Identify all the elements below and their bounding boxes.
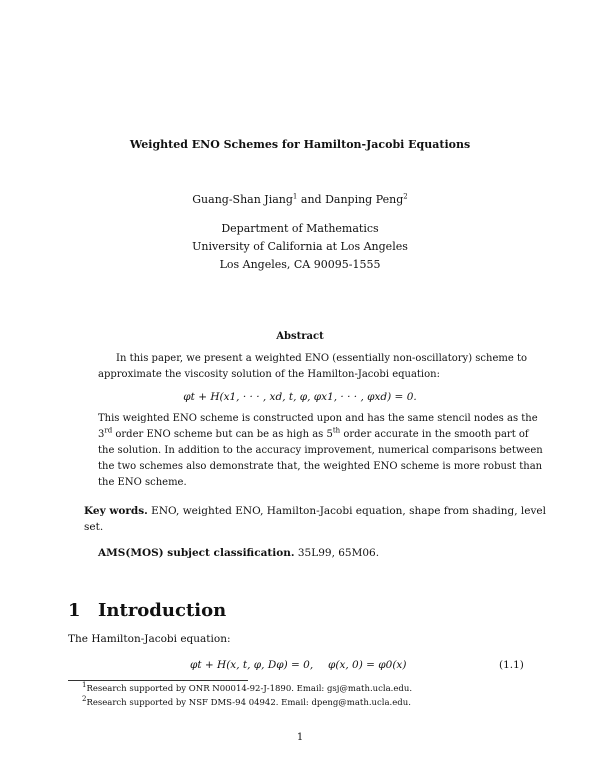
keywords-continuation: set. [84, 521, 104, 533]
ams-label: AMS(MOS) subject classification. [98, 547, 295, 559]
author-name-1: Guang-Shan Jiang [192, 193, 293, 206]
keywords-line [84, 505, 546, 517]
affiliation-city: Los Angeles, CA 90095-1555 [219, 258, 381, 271]
keywords-text: ENO, weighted ENO, Hamilton-Jacobi equation, shape from shading, level [151, 505, 547, 517]
abstract-equation: φt + H(x1, · · · , xd, t, φ, φx1, · · · , φxd) = 0. [183, 391, 417, 403]
author-name-2: Danping Peng [325, 193, 404, 206]
abstract-line: the solution. In addition to the accuracy improvement, numerical comparisons between [98, 445, 543, 456]
author-conjunction: and [300, 193, 322, 206]
affiliation-department: Department of Mathematics [221, 222, 379, 235]
ams-classification [98, 547, 379, 559]
abstract-line: the two schemes also demonstrate that, the weighted ENO scheme is more robust than [98, 461, 543, 472]
author-line [0, 193, 600, 206]
abstract-line [98, 427, 529, 443]
keywords-label: Key words. [84, 505, 148, 517]
order-value: 3 [98, 429, 105, 440]
abstract-heading: Abstract [276, 331, 324, 342]
abstract-line: In this paper, we present a weighted ENO (essentially non-oscillatory) scheme to [116, 353, 527, 364]
section-heading [68, 600, 226, 621]
abstract-line: This weighted ENO scheme is constructed upon and has the same stencil nodes as the [98, 413, 538, 424]
footnote-2-mark: 2 [82, 695, 87, 704]
affiliation-university: University of California at Los Angeles [192, 240, 408, 253]
order-suffix: rd [104, 426, 113, 435]
footnote-2 [82, 695, 411, 708]
equation-right: φ(x, 0) = φ0(x) [328, 659, 407, 671]
footnote-1-mark: 1 [82, 681, 87, 690]
paper-title: Weighted ENO Schemes for Hamilton-Jacobi Equations [129, 138, 471, 151]
footnote-rule [68, 680, 248, 681]
abstract-text: order accurate in the smooth part of [340, 429, 529, 440]
section-title: Introduction [98, 600, 227, 621]
intro-text: The Hamilton-Jacobi equation: [68, 633, 231, 645]
section-number: 1 [68, 600, 81, 621]
abstract-line: approximate the viscosity solution of the Hamilton-Jacobi equation: [98, 369, 440, 380]
page-number: 1 [296, 732, 304, 743]
footnote-mark-2: 2 [403, 192, 408, 201]
equation-number: (1.1) [499, 659, 524, 671]
abstract-text: order ENO scheme but can be as high as 5 [112, 429, 333, 440]
footnote-1 [82, 681, 413, 694]
ams-codes: 35L99, 65M06. [297, 547, 380, 559]
footnote-1-text: Research supported by ONR N00014-92-J-1890. Email: gsj@math.ucla.edu. [86, 684, 413, 694]
footnote-2-text: Research supported by NSF DMS-94 04942. Email: dpeng@math.ucla.edu. [86, 698, 411, 708]
order-suffix: th [332, 426, 341, 435]
abstract-line: the ENO scheme. [98, 477, 187, 488]
equation-left: φt + H(x, t, φ, Dφ) = 0, [190, 659, 314, 671]
footnote-mark-1: 1 [292, 192, 298, 201]
